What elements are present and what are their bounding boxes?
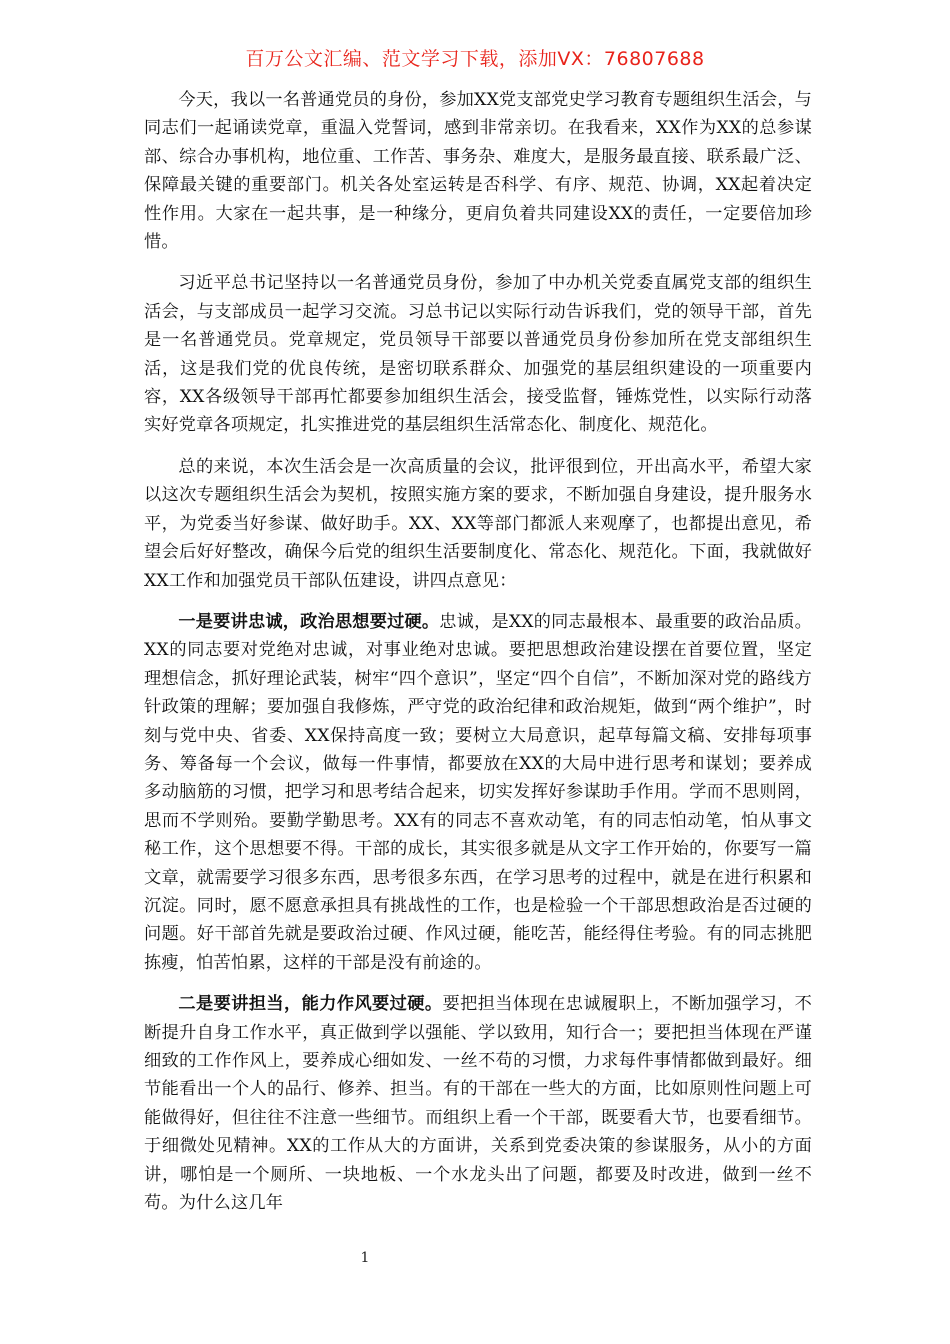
- paragraph-2-text: 习近平总书记坚持以一名普通党员身份，参加了中办机关党委直属党支部的组织生活会，与支部成员一起学习交流。习总书记以实际行动告诉我们，党的领导干部，首先是一名普通党员。党章规定，党员领导干部要以普通党员身份参加所在党支部组织生活，这是我们党的优良传统，是密切联系群众、加强党的基层组织建设的一项重要内容，XX各级领导干部再忙都要参加组织生活会，接受监督，锤炼党性，以实际行动落实好党章各项规定，扎实推进党的基层组织生活常态化、制度化、规范化。: [144, 273, 812, 436]
- paragraph-3: [144, 453, 812, 595]
- paragraph-4: [144, 608, 812, 977]
- paragraph-5-lead: 二是要讲担当，能力作风要过硬。: [178, 994, 443, 1015]
- paragraph-2: [144, 269, 812, 439]
- page-number: 1: [360, 1250, 370, 1266]
- header-banner: 百万公文汇编、范文学习下载，添加VX：76807688: [245, 48, 705, 70]
- paragraph-3-text: 总的来说，本次生活会是一次高质量的会议，批评很到位，开出高水平，希望大家以这次专题组织生活会为契机，按照实施方案的要求，不断加强自身建设，提升服务水平，为党委当好参谋、做好助手。XX、XX等部门都派人来观摩了，也都提出意见，希望会后好好整改，确保今后党的组织生活要制度化、常态化、规范化。下面，我就做好XX工作和加强党员干部队伍建设，讲四点意见：: [144, 456, 812, 591]
- paragraph-5-text: 要把担当体现在忠诚履职上，不断加强学习，不断提升自身工作水平，真正做到学以强能、学以致用，知行合一；要把担当体现在严谨细致的工作作风上，要养成心细如发、一丝不苟的习惯，力求每件事情都做到最好。细节能看出一个人的品行、修养、担当。有的干部在一些大的方面，比如原则性问题上可能做得好，但往往不注意一些细节。而组织上看一个干部，既要看大节，也要看细节。于细微处见精神。XX的工作从大的方面讲，关系到党委决策的参谋服务，从小的方面讲，哪怕是一个厕所、一块地板、一个水龙头出了问题，都要及时改进，做到一丝不苟。为什么这几年: [144, 994, 812, 1214]
- paragraph-1-text: 今天，我以一名普通党员的身份，参加XX党支部党史学习教育专题组织生活会，与同志们一起诵读党章，重温入党誓词，感到非常亲切。在我看来，XX作为XX的总参谋部、综合办事机构，地位重、工作苦、事务杂、难度大，是服务最直接、联系最广泛、保障最关键的重要部门。机关各处室运转是否科学、有序、规范、协调，XX起着决定性作用。大家在一起共事，是一种缘分，更肩负着共同建设XX的责任，一定要倍加珍惜。: [144, 90, 812, 253]
- paragraph-1: [144, 86, 812, 256]
- paragraph-4-text: 忠诚，是XX的同志最根本、最重要的政治品质。XX的同志要对党绝对忠诚，对事业绝对忠诚。要把思想政治建设摆在首要位置，坚定理想信念，抓好理论武装，树牢“四个意识”，坚定“四个自信”，不断加深对党的路线方针政策的理解；要加强自我修炼，严守党的政治纪律和政治规矩，做到“两个维护”，时刻与党中央、省委、XX保持高度一致；要树立大局意识，起草每篇文稿、安排每项事务、筹备每一个会议，做每一件事情，都要放在XX的大局中进行思考和谋划；要养成多动脑筋的习惯，把学习和思考结合起来，切实发挥好参谋助手作用。学而不思则罔，思而不学则殆。要勤学勤思考。XX有的同志不喜欢动笔，有的同志怕动笔，怕从事文秘工作，这个思想要不得。干部的成长，其实很多就是从文字工作开始的，你要写一篇文章，就需要学习很多东西，思考很多东西，在学习思考的过程中，就是在进行积累和沉淀。同时，愿不愿意承担具有挑战性的工作，也是检验一个干部思想政治是否过硬的问题。好干部首先就是要政治过硬、作风过硬，能吃苦，能经得住考验。有的同志挑肥拣瘦，怕苦怕累，这样的干部是没有前途的。: [144, 611, 812, 973]
- paragraph-5: [144, 990, 812, 1217]
- document-body: [144, 86, 812, 1230]
- paragraph-4-lead: 一是要讲忠诚，政治思想要过硬。: [178, 611, 440, 632]
